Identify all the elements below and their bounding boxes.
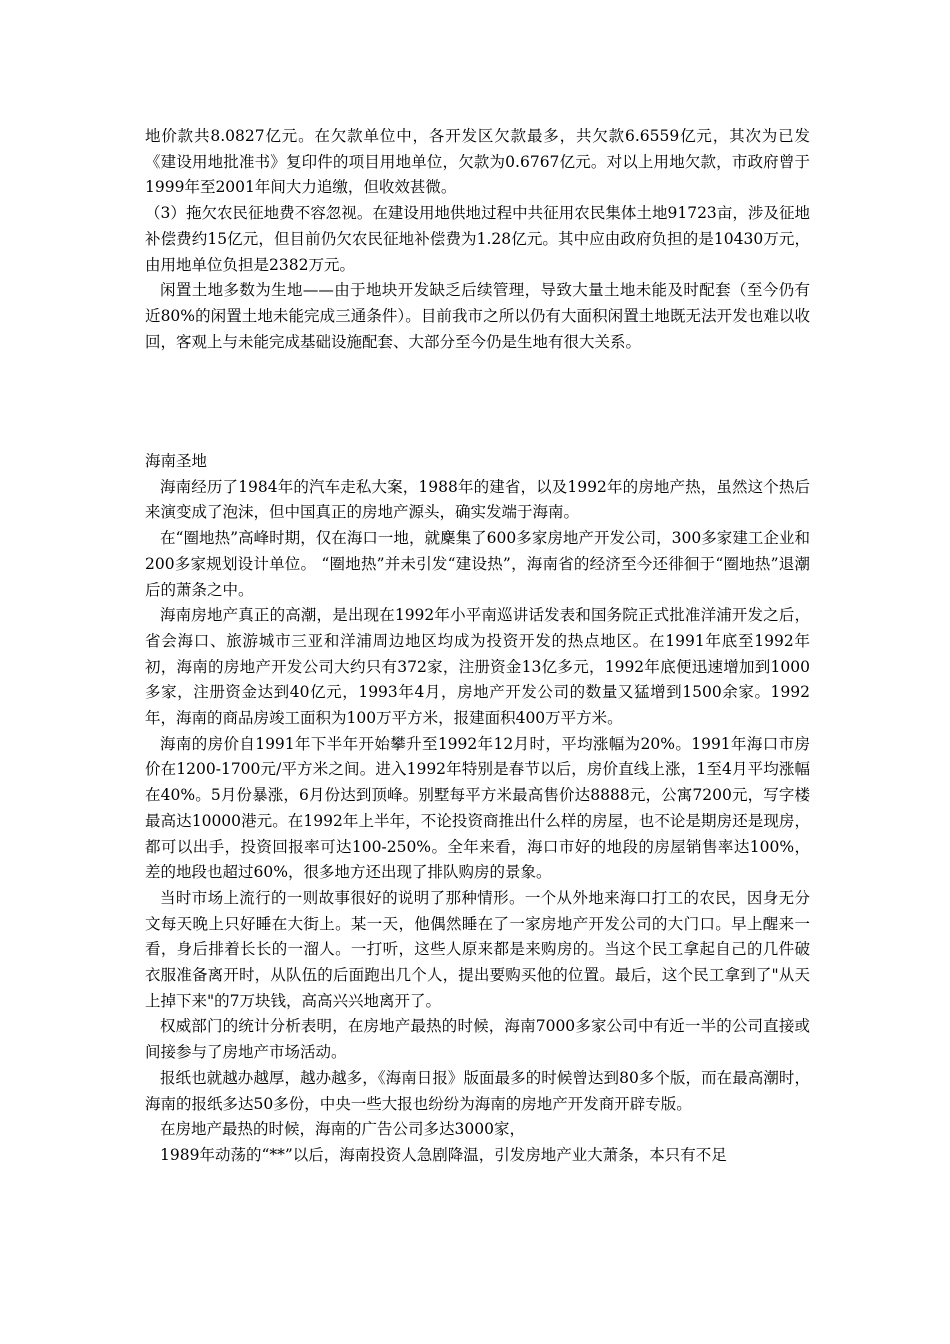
hainan-section xyxy=(145,449,810,1169)
paragraph: 海南经历了1984年的汽车走私大案，1988年的建省，以及1992年的房地产热，虽然这个热后来演变成了泡沫，但中国真正的房地产源头，确实发端于海南。 xyxy=(145,477,810,522)
section-heading: 海南圣地 xyxy=(145,452,208,470)
paragraph: 在“圈地热”高峰时期，仅在海口一地，就麇集了600多家房地产开发公司，300多家建工企业和200多家规划设计单位。 “圈地热”并未引发“建设热”，海南省的经济至今还徘徊于“圈地热”退潮后的萧条之中。 xyxy=(145,529,810,599)
paragraph: 海南的房价自1991年下半年开始攀升至1992年12月时，平均涨幅为20%。1991年海口市房价在1200-1700元/平方米之间。进入1992年特别是春节以后，房价直线上涨，1至4月平均涨幅在40%。5月份暴涨，6月份达到顶峰。别墅每平方米最高售价达8888元，公寓7200元，写字楼最高达10000港元。在1992年上半年，不论投资商推出什么样的房屋，也不论是期房还是现房，都可以出手，投资回报率可达100-250%。全年来看，海口市好的地段的房屋销售率达100%，差的地段也超过60%，很多地方还出现了排队购房的景象。 xyxy=(145,734,810,882)
paragraph: 报纸也就越办越厚，越办越多，《海南日报》版面最多的时候曾达到80多个版，而在最高潮时，海南的报纸多达50多份，中央一些大报也纷纷为海南的房地产开发商开辟专版。 xyxy=(145,1068,810,1113)
paragraph: 海南房地产真正的高潮，是出现在1992年小平南巡讲话发表和国务院正式批准洋浦开发之后，省会海口、旅游城市三亚和洋浦周边地区均成为投资开发的热点地区。在1991年底至1992年初，海南的房地产开发公司大约只有372家，注册资金13亿多元，1992年底便迅速增加到1000多家，注册资金达到40亿元，1993年4月，房地产开发公司的数量又猛增到1500余家。1992年，海南的商品房竣工面积为100万平方米，报建面积400万平方米。 xyxy=(145,606,810,728)
paragraph: 在房地产最热的时候，海南的广告公司多达3000家， xyxy=(160,1120,525,1139)
paragraph: 当时市场上流行的一则故事很好的说明了那种情形。一个从外地来海口打工的农民，因身无分文每天晚上只好睡在大街上。某一天，他偶然睡在了一家房地产开发公司的大门口。早上醒来一看，身后排着长长的一溜人。一打听，这些人原来都是来购房的。当这个民工拿起自己的几件破衣服准备离开时，从队伍的后面跑出几个人，提出要购买他的位置。最后，这个民工拿到了"从天上掉下来"的7万块钱，高高兴兴地离开了。 xyxy=(145,888,810,1010)
paragraph: 权威部门的统计分析表明，在房地产最热的时候，海南7000多家公司中有近一半的公司直接或间接参与了房地产市场活动。 xyxy=(145,1017,810,1062)
paragraph: 闲置土地多数为生地——由于地块开发缺乏后续管理，导致大量土地未能及时配套（至今仍有近80%的闲置土地未能完成三通条件）。目前我市之所以仍有大面积闲置土地既无法开发也难以收回，客观上与未能完成基础设施配套、大部分至今仍是生地有很大关系。 xyxy=(145,281,810,351)
paragraph: （3）拖欠农民征地费不容忽视。在建设用地供地过程中共征用农民集体土地91723亩，涉及征地补偿费约15亿元，但目前仍欠农民征地补偿费为1.28亿元。其中应由政府负担的是10430万元，由用地单位负担是2382万元。 xyxy=(145,204,810,274)
paragraph: 1989年动荡的“**”以后，海南投资人急剧降温，引发房地产业大萧条，本只有不足 xyxy=(160,1145,727,1164)
paragraph: 地价款共8.0827亿元。在欠款单位中，各开发区欠款最多，共欠款6.6559亿元，其次为已发《建设用地批准书》复印件的项目用地单位，欠款为0.6767亿元。对以上用地欠款，市政府曾于1999年至2001年间大力追缴，但收效甚微。 xyxy=(145,127,810,197)
land-debt-section xyxy=(145,124,810,355)
